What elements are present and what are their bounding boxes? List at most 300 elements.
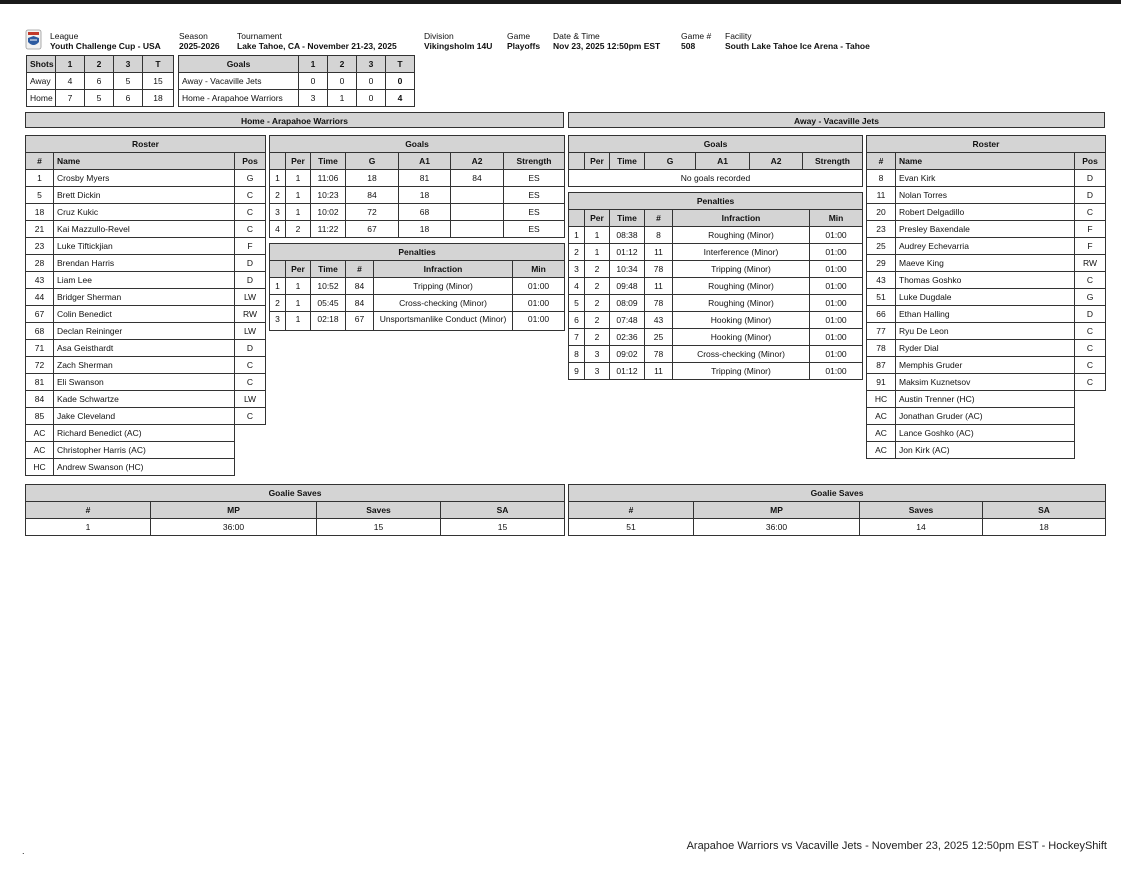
- goals-summary-column-header: 1: [299, 56, 328, 73]
- home-goals-header-row: [270, 153, 565, 170]
- shots-column-header: 2: [85, 56, 114, 73]
- away-staff-name: Jon Kirk (AC): [896, 442, 1075, 459]
- shots-column-header: Shots: [27, 56, 56, 73]
- home-roster-player-row: [26, 204, 266, 221]
- home-roster-player-row: [26, 170, 266, 187]
- home-roster-player-cell: Asa Geisthardt: [54, 340, 235, 357]
- away-goals-title: Goals: [569, 136, 863, 153]
- home-roster-player-cell: 85: [26, 408, 54, 425]
- datetime-block: [553, 31, 660, 51]
- away-penalty-cell: 1: [585, 244, 610, 261]
- home-roster-player-cell: C: [235, 357, 266, 374]
- home-goal-cell: ES: [504, 187, 565, 204]
- away-penalty-row: [569, 312, 863, 329]
- home-penalty-cell: Tripping (Minor): [374, 278, 513, 295]
- home-roster-player-cell: G: [235, 170, 266, 187]
- away-penalty-cell: 01:00: [810, 261, 863, 278]
- home-goal-cell: 2: [270, 187, 286, 204]
- home-goal-cell: [451, 221, 504, 238]
- away-roster-player-row: [867, 340, 1106, 357]
- shots-cell: Home: [27, 90, 56, 107]
- empty-cell: [235, 442, 266, 459]
- home-goal-cell: 4: [270, 221, 286, 238]
- away-goals-table: [568, 135, 863, 187]
- away-penalty-cell: 2: [585, 261, 610, 278]
- home-roster-player-cell: Crosby Myers: [54, 170, 235, 187]
- away-roster-player-row: [867, 306, 1106, 323]
- away-roster-player-row: [867, 374, 1106, 391]
- home-goal-cell: 1: [270, 170, 286, 187]
- away-penalty-cell: 02:36: [610, 329, 645, 346]
- away-roster-player-cell: G: [1075, 289, 1106, 306]
- home-goal-row: [270, 204, 565, 221]
- away-roster-player-cell: 29: [867, 255, 896, 272]
- home-staff-name: Andrew Swanson (HC): [54, 459, 235, 476]
- away-roster-player-cell: Evan Kirk: [896, 170, 1075, 187]
- away-staff-name: Lance Goshko (AC): [896, 425, 1075, 442]
- away-roster-player-cell: C: [1075, 374, 1106, 391]
- home-roster-title: Roster: [26, 136, 266, 153]
- game-value: Playoffs: [507, 41, 541, 51]
- home-roster-player-row: [26, 340, 266, 357]
- home-goalie-saves-row: [26, 519, 565, 536]
- home-roster-player-cell: Luke Tiftickjian: [54, 238, 235, 255]
- home-penalties-column-header: Time: [311, 261, 346, 278]
- shots-cell: 18: [143, 90, 174, 107]
- home-goalie-saves-column-header: MP: [151, 502, 317, 519]
- home-roster-player-cell: Zach Sherman: [54, 357, 235, 374]
- season-value: 2025-2026: [179, 41, 220, 51]
- home-penalty-cell: 1: [286, 295, 311, 312]
- home-goal-cell: 11:22: [311, 221, 346, 238]
- shots-column-header: 3: [114, 56, 143, 73]
- goals-summary-cell: Home - Arapahoe Warriors: [179, 90, 299, 107]
- away-roster-staff-row: [867, 391, 1106, 408]
- away-penalty-row: [569, 329, 863, 346]
- goals-summary-column-header: T: [386, 56, 415, 73]
- away-penalty-cell: 8: [645, 227, 673, 244]
- home-penalty-cell: 84: [346, 295, 374, 312]
- away-penalties-table: [568, 192, 863, 380]
- empty-cell: [235, 459, 266, 476]
- home-roster-player-row: [26, 255, 266, 272]
- away-penalty-cell: 11: [645, 278, 673, 295]
- home-goalie-saves-table: [25, 484, 565, 536]
- away-penalty-cell: 2: [585, 278, 610, 295]
- division-block: [424, 31, 492, 51]
- home-penalty-cell: 67: [346, 312, 374, 331]
- goals-summary-cell: 0: [386, 73, 415, 90]
- away-roster-player-cell: Maksim Kuznetsov: [896, 374, 1075, 391]
- away-penalty-cell: 6: [569, 312, 585, 329]
- home-roster-staff-row: [26, 442, 266, 459]
- league-value: Youth Challenge Cup - USA: [50, 41, 161, 51]
- home-roster-player-cell: Liam Lee: [54, 272, 235, 289]
- gamenum-value: 508: [681, 41, 696, 51]
- datetime-label: Date & Time: [553, 31, 600, 41]
- home-goals-title-row: [270, 136, 565, 153]
- away-penalty-cell: 01:00: [810, 312, 863, 329]
- home-roster-player-cell: 1: [26, 170, 54, 187]
- shots-row: [27, 90, 174, 107]
- home-goalie-saves-column-header: Saves: [317, 502, 441, 519]
- away-roster-player-cell: C: [1075, 340, 1106, 357]
- home-penalties-table: [269, 243, 565, 331]
- away-penalty-cell: 01:00: [810, 278, 863, 295]
- home-roster-title-row: [26, 136, 266, 153]
- away-roster-player-cell: 78: [867, 340, 896, 357]
- away-penalty-cell: 01:00: [810, 329, 863, 346]
- home-roster-player-row: [26, 289, 266, 306]
- away-penalty-cell: 01:00: [810, 227, 863, 244]
- home-penalties-title: Penalties: [270, 244, 565, 261]
- away-no-goals-row: [569, 170, 863, 187]
- shots-column-header: T: [143, 56, 174, 73]
- away-penalty-cell: Cross-checking (Minor): [673, 346, 810, 363]
- tournament-block: [237, 31, 397, 51]
- empty-cell: [235, 425, 266, 442]
- goals-summary-column-header: 3: [357, 56, 386, 73]
- away-penalty-cell: 1: [569, 227, 585, 244]
- home-penalties-column-header: Per: [286, 261, 311, 278]
- away-roster-player-cell: 77: [867, 323, 896, 340]
- away-roster-player-row: [867, 187, 1106, 204]
- away-goalie-saves-column-header: Saves: [860, 502, 983, 519]
- away-penalty-cell: 08:38: [610, 227, 645, 244]
- home-goalie-saves-cell: 36:00: [151, 519, 317, 536]
- away-penalty-cell: 78: [645, 295, 673, 312]
- away-roster-player-cell: 91: [867, 374, 896, 391]
- away-roster-player-cell: 51: [867, 289, 896, 306]
- home-goal-cell: 1: [286, 204, 311, 221]
- home-goal-cell: 84: [451, 170, 504, 187]
- away-penalty-cell: 3: [585, 363, 610, 380]
- home-goalie-saves-title: Goalie Saves: [26, 485, 565, 502]
- home-roster-player-cell: 44: [26, 289, 54, 306]
- season-label: Season: [179, 31, 208, 41]
- home-goal-cell: 81: [399, 170, 451, 187]
- away-roster-player-cell: 20: [867, 204, 896, 221]
- home-goal-cell: ES: [504, 170, 565, 187]
- away-penalty-cell: Roughing (Minor): [673, 295, 810, 312]
- away-penalty-row: [569, 244, 863, 261]
- home-staff-role: HC: [26, 459, 54, 476]
- home-roster-player-cell: 67: [26, 306, 54, 323]
- home-roster-player-cell: 5: [26, 187, 54, 204]
- away-roster-player-cell: 43: [867, 272, 896, 289]
- home-team-title: Home - Arapahoe Warriors: [25, 112, 564, 128]
- home-roster-player-cell: F: [235, 238, 266, 255]
- league-block: [50, 31, 161, 51]
- away-penalty-cell: 01:00: [810, 363, 863, 380]
- away-goalie-saves-cell: 51: [569, 519, 694, 536]
- away-penalties-column-header: Per: [585, 210, 610, 227]
- home-goal-row: [270, 170, 565, 187]
- home-roster-player-cell: Declan Reininger: [54, 323, 235, 340]
- goals-summary-row: [179, 90, 415, 107]
- away-roster-player-row: [867, 238, 1106, 255]
- home-roster-player-cell: Kai Mazzullo-Revel: [54, 221, 235, 238]
- away-penalty-cell: 10:34: [610, 261, 645, 278]
- home-goalie-saves-cell: 15: [441, 519, 565, 536]
- home-penalty-cell: 05:45: [311, 295, 346, 312]
- home-roster-player-cell: 81: [26, 374, 54, 391]
- home-penalty-cell: 10:52: [311, 278, 346, 295]
- away-roster-column-header: Name: [896, 153, 1075, 170]
- away-roster-player-cell: D: [1075, 187, 1106, 204]
- away-goalie-saves-header-row: [569, 502, 1106, 519]
- home-goal-cell: 11:06: [311, 170, 346, 187]
- home-roster-player-row: [26, 272, 266, 289]
- away-roster-player-cell: F: [1075, 221, 1106, 238]
- home-roster-player-row: [26, 391, 266, 408]
- home-staff-role: AC: [26, 425, 54, 442]
- goals-summary-cell: 0: [357, 73, 386, 90]
- away-penalties-column-header: Infraction: [673, 210, 810, 227]
- away-goalie-saves-row: [569, 519, 1106, 536]
- away-roster-player-cell: 66: [867, 306, 896, 323]
- home-penalty-cell: 84: [346, 278, 374, 295]
- away-penalty-cell: Interference (Minor): [673, 244, 810, 261]
- facility-value: South Lake Tahoe Ice Arena - Tahoe: [725, 41, 870, 51]
- home-goal-cell: 10:23: [311, 187, 346, 204]
- home-roster-player-cell: LW: [235, 289, 266, 306]
- home-goalie-saves-column-header: SA: [441, 502, 565, 519]
- game-block: [507, 31, 540, 51]
- away-penalty-cell: 9: [569, 363, 585, 380]
- away-penalty-cell: 01:00: [810, 295, 863, 312]
- home-goal-cell: 84: [346, 187, 399, 204]
- away-roster-staff-row: [867, 408, 1106, 425]
- away-goalie-saves-title: Goalie Saves: [569, 485, 1106, 502]
- home-roster-player-cell: Eli Swanson: [54, 374, 235, 391]
- away-roster-player-cell: 23: [867, 221, 896, 238]
- away-roster-player-cell: RW: [1075, 255, 1106, 272]
- away-penalty-cell: 25: [645, 329, 673, 346]
- away-roster-player-cell: Memphis Gruder: [896, 357, 1075, 374]
- facility-label: Facility: [725, 31, 752, 41]
- away-goals-column-header: Per: [585, 153, 610, 170]
- home-penalties-title-row: [270, 244, 565, 261]
- home-goals-column-header: Strength: [504, 153, 565, 170]
- home-roster-player-cell: Bridger Sherman: [54, 289, 235, 306]
- away-penalty-cell: 01:12: [610, 244, 645, 261]
- away-roster-player-cell: Robert Delgadillo: [896, 204, 1075, 221]
- away-penalty-cell: 2: [585, 329, 610, 346]
- home-roster-player-cell: Brendan Harris: [54, 255, 235, 272]
- goals-summary-cell: 3: [299, 90, 328, 107]
- away-roster-header-row: [867, 153, 1106, 170]
- facility-block: [725, 31, 870, 51]
- away-penalty-cell: 01:00: [810, 346, 863, 363]
- home-roster-header-row: [26, 153, 266, 170]
- away-roster-player-cell: C: [1075, 204, 1106, 221]
- away-penalties-column-header: #: [645, 210, 673, 227]
- shots-cell: 5: [114, 73, 143, 90]
- away-goalie-saves-cell: 36:00: [694, 519, 860, 536]
- away-penalty-cell: Hooking (Minor): [673, 329, 810, 346]
- shots-cell: 6: [85, 73, 114, 90]
- home-roster-player-cell: 84: [26, 391, 54, 408]
- away-staff-role: AC: [867, 425, 896, 442]
- away-penalty-cell: 09:02: [610, 346, 645, 363]
- away-team-title: Away - Vacaville Jets: [568, 112, 1105, 128]
- home-roster-player-cell: 18: [26, 204, 54, 221]
- home-penalty-cell: 1: [270, 278, 286, 295]
- shots-cell: 4: [56, 73, 85, 90]
- away-penalty-cell: 3: [569, 261, 585, 278]
- goals-summary-cell: 0: [299, 73, 328, 90]
- home-roster-player-row: [26, 374, 266, 391]
- away-penalty-cell: 08:09: [610, 295, 645, 312]
- away-penalty-row: [569, 227, 863, 244]
- home-goal-cell: [451, 187, 504, 204]
- home-goal-cell: 18: [399, 221, 451, 238]
- away-roster-player-cell: Maeve King: [896, 255, 1075, 272]
- away-roster-player-cell: Ethan Halling: [896, 306, 1075, 323]
- away-roster-player-row: [867, 204, 1106, 221]
- away-penalty-cell: 01:12: [610, 363, 645, 380]
- away-roster-player-cell: Thomas Goshko: [896, 272, 1075, 289]
- away-penalty-cell: 07:48: [610, 312, 645, 329]
- away-roster-player-row: [867, 170, 1106, 187]
- away-roster-player-row: [867, 289, 1106, 306]
- goals-summary-row: [179, 73, 415, 90]
- home-penalty-cell: 01:00: [513, 312, 565, 331]
- home-roster-player-cell: 28: [26, 255, 54, 272]
- home-goals-column-header: A1: [399, 153, 451, 170]
- away-roster-title-row: [867, 136, 1106, 153]
- home-goal-cell: 18: [399, 187, 451, 204]
- division-value: Vikingsholm 14U: [424, 41, 493, 51]
- home-staff-name: Christopher Harris (AC): [54, 442, 235, 459]
- away-roster-player-row: [867, 255, 1106, 272]
- away-roster-player-row: [867, 272, 1106, 289]
- home-penalty-cell: 01:00: [513, 295, 565, 312]
- home-goal-row: [270, 187, 565, 204]
- home-penalty-row: [270, 295, 565, 312]
- shots-table: [26, 55, 174, 107]
- away-roster-player-cell: Presley Baxendale: [896, 221, 1075, 238]
- goals-summary-cell: 4: [386, 90, 415, 107]
- home-goals-column-header: G: [346, 153, 399, 170]
- home-penalty-row: [270, 278, 565, 295]
- away-penalty-cell: 09:48: [610, 278, 645, 295]
- away-roster-player-cell: Ryu De Leon: [896, 323, 1075, 340]
- away-roster-column-header: #: [867, 153, 896, 170]
- home-penalties-column-header: [270, 261, 286, 278]
- away-penalty-cell: 1: [585, 227, 610, 244]
- away-roster-table: [866, 135, 1106, 459]
- game-label: Game: [507, 31, 531, 41]
- away-penalty-cell: 7: [569, 329, 585, 346]
- home-roster-player-cell: 21: [26, 221, 54, 238]
- home-roster-player-row: [26, 221, 266, 238]
- away-penalty-cell: 01:00: [810, 244, 863, 261]
- away-roster-player-cell: 8: [867, 170, 896, 187]
- away-penalty-cell: 43: [645, 312, 673, 329]
- home-goal-cell: ES: [504, 204, 565, 221]
- away-penalty-cell: Tripping (Minor): [673, 261, 810, 278]
- home-roster-player-row: [26, 187, 266, 204]
- home-goals-title: Goals: [270, 136, 565, 153]
- home-goals-table: [269, 135, 565, 238]
- shots-cell: 5: [85, 90, 114, 107]
- away-roster-player-row: [867, 221, 1106, 238]
- away-penalty-cell: 78: [645, 346, 673, 363]
- home-goal-cell: ES: [504, 221, 565, 238]
- home-goalie-saves-header-row: [26, 502, 565, 519]
- shots-cell: 15: [143, 73, 174, 90]
- empty-cell: [1075, 408, 1106, 425]
- home-roster-player-cell: Jake Cleveland: [54, 408, 235, 425]
- tournament-label: Tournament: [237, 31, 282, 41]
- home-goal-cell: 1: [286, 187, 311, 204]
- away-penalty-row: [569, 278, 863, 295]
- home-roster-player-cell: C: [235, 221, 266, 238]
- home-goal-cell: 1: [286, 170, 311, 187]
- away-penalty-cell: Roughing (Minor): [673, 227, 810, 244]
- goals-summary-cell: 0: [357, 90, 386, 107]
- shots-cell: Away: [27, 73, 56, 90]
- away-goals-column-header: A1: [696, 153, 750, 170]
- away-roster-player-cell: F: [1075, 238, 1106, 255]
- away-roster-player-cell: Nolan Torres: [896, 187, 1075, 204]
- away-roster-player-cell: Ryder Dial: [896, 340, 1075, 357]
- away-penalty-row: [569, 261, 863, 278]
- away-roster-player-cell: C: [1075, 357, 1106, 374]
- shots-cell: 7: [56, 90, 85, 107]
- season-block: [179, 31, 220, 51]
- gamenum-label: Game #: [681, 31, 712, 41]
- empty-cell: [1075, 425, 1106, 442]
- home-roster-staff-row: [26, 425, 266, 442]
- away-penalties-title: Penalties: [569, 193, 863, 210]
- away-penalty-cell: Roughing (Minor): [673, 278, 810, 295]
- home-roster-player-cell: C: [235, 374, 266, 391]
- away-penalty-cell: 11: [645, 244, 673, 261]
- home-penalty-cell: Cross-checking (Minor): [374, 295, 513, 312]
- away-goals-column-header: [569, 153, 585, 170]
- home-roster-player-cell: C: [235, 204, 266, 221]
- home-goal-cell: 3: [270, 204, 286, 221]
- away-penalty-row: [569, 295, 863, 312]
- home-goals-column-header: Per: [286, 153, 311, 170]
- shots-row: [27, 73, 174, 90]
- away-roster-staff-row: [867, 442, 1106, 459]
- home-penalty-cell: 1: [286, 278, 311, 295]
- away-goalie-saves-table: [568, 484, 1106, 536]
- home-roster-column-header: Name: [54, 153, 235, 170]
- empty-cell: [1075, 442, 1106, 459]
- away-goals-title-row: [569, 136, 863, 153]
- away-roster-column-header: Pos: [1075, 153, 1106, 170]
- away-goals-column-header: Strength: [803, 153, 863, 170]
- home-staff-role: AC: [26, 442, 54, 459]
- home-goals-column-header: A2: [451, 153, 504, 170]
- home-goal-cell: [451, 204, 504, 221]
- home-roster-player-cell: D: [235, 272, 266, 289]
- away-roster-title: Roster: [867, 136, 1106, 153]
- home-roster-player-row: [26, 357, 266, 374]
- goals-summary-table: [178, 55, 415, 107]
- home-roster-player-cell: LW: [235, 323, 266, 340]
- home-roster-column-header: #: [26, 153, 54, 170]
- away-roster-player-cell: 87: [867, 357, 896, 374]
- away-penalty-cell: Tripping (Minor): [673, 363, 810, 380]
- home-penalties-column-header: Infraction: [374, 261, 513, 278]
- away-penalty-cell: 3: [585, 346, 610, 363]
